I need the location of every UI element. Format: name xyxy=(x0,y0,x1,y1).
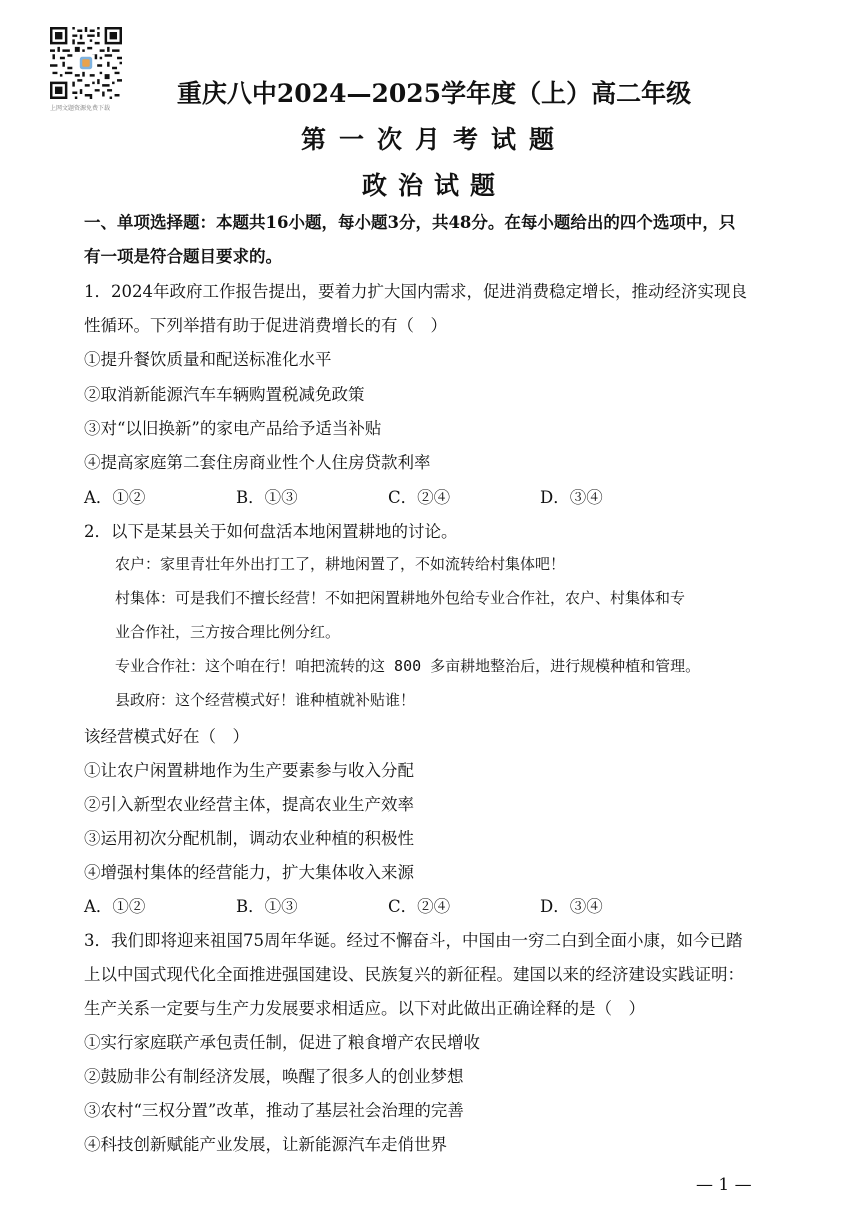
q2-item: ①让农户闲置耕地作为生产要素参与收入分配 xyxy=(84,761,414,780)
q1-options xyxy=(84,484,788,508)
option-a: A．①② xyxy=(84,488,146,507)
q3-stem-line: 上以中国式现代化全面推进强国建设、民族复兴的新征程。建国以来的经济建设实践证明： xyxy=(84,965,744,984)
option-b: B．①③ xyxy=(236,897,298,916)
q1-item: ③对“以旧换新”的家电产品给予适当补贴 xyxy=(84,419,382,438)
q2-options xyxy=(84,893,788,917)
q2-item: ④增强村集体的经营能力，扩大集体收入来源 xyxy=(84,863,414,882)
q3-item: ①实行家庭联产承包责任制，促进了粮食增产农民增收 xyxy=(84,1033,480,1052)
section-instruction-line: 有一项是符合题目要求的。 xyxy=(84,247,282,266)
section-instruction-line: 一、单项选择题：本题共16小题，每小题3分，共48分。在每小题给出的四个选项中，只 xyxy=(84,213,736,232)
q2-dialog-line: 村集体：可是我们不擅长经营！不如把闲置耕地外包给专业合作社，农户、村集体和专 xyxy=(115,589,686,607)
qr-caption: 上网文题资源免费下载 xyxy=(50,105,111,112)
option-b: B．①③ xyxy=(236,488,298,507)
q3-stem-line: 生产关系一定要与生产力发展要求相适应。以下对此做出正确诠释的是（ ） xyxy=(84,999,645,1018)
q1-item: ①提升餐饮质量和配送标准化水平 xyxy=(84,350,332,369)
q1-item: ②取消新能源汽车车辆购置税减免政策 xyxy=(84,385,365,404)
q1-stem-line: 1．2024年政府工作报告提出，要着力扩大国内需求，促进消费稳定增长，推动经济实现良 xyxy=(84,282,747,301)
page-number: — 1 — xyxy=(696,1175,752,1195)
option-c: C．②④ xyxy=(388,897,451,916)
q1-stem-line: 性循环。下列举措有助于促进消费增长的有（ ） xyxy=(84,316,447,335)
q3-item: ④科技创新赋能产业发展，让新能源汽车走俏世界 xyxy=(84,1135,447,1154)
q2-dialog-line: 业合作社，三方按合理比例分红。 xyxy=(115,623,341,641)
q2-item: ③运用初次分配机制，调动农业种植的积极性 xyxy=(84,829,414,848)
q2-question: 该经营模式好在（ ） xyxy=(84,727,249,746)
option-d: D．③④ xyxy=(540,488,603,507)
q3-item: ③农村“三权分置”改革，推动了基层社会治理的完善 xyxy=(84,1101,464,1120)
q2-item: ②引入新型农业经营主体，提高农业生产效率 xyxy=(84,795,414,814)
exam-school-title: 重庆八中2024—2025学年度（上）高二年级 xyxy=(176,79,692,108)
q2-dialog-line: 农户：家里青壮年外出打工了，耕地闲置了，不如流转给村集体吧！ xyxy=(115,555,566,573)
q3-stem-line: 3．我们即将迎来祖国75周年华诞。经过不懈奋斗，中国由一穷二白到全面小康，如今已踏 xyxy=(84,931,743,950)
subject-title: 政治试题 xyxy=(361,171,506,200)
option-c: C．②④ xyxy=(388,488,451,507)
q2-stem-line: 2．以下是某县关于如何盘活本地闲置耕地的讨论。 xyxy=(84,522,458,541)
q2-dialog-line: 县政府：这个经营模式好！谁种植就补贴谁！ xyxy=(115,691,416,709)
q1-item: ④提高家庭第二套住房商业性个人住房贷款利率 xyxy=(84,453,431,472)
q2-dialog-line: 专业合作社：这个咱在行！咱把流转的这 800 多亩耕地整治后，进行规模种植和管理。 xyxy=(115,657,701,675)
exam-name-title: 第一次月考试题 xyxy=(300,125,567,154)
option-a: A．①② xyxy=(84,897,146,916)
option-d: D．③④ xyxy=(540,897,603,916)
q3-item: ②鼓励非公有制经济发展，唤醒了很多人的创业梦想 xyxy=(84,1067,464,1086)
